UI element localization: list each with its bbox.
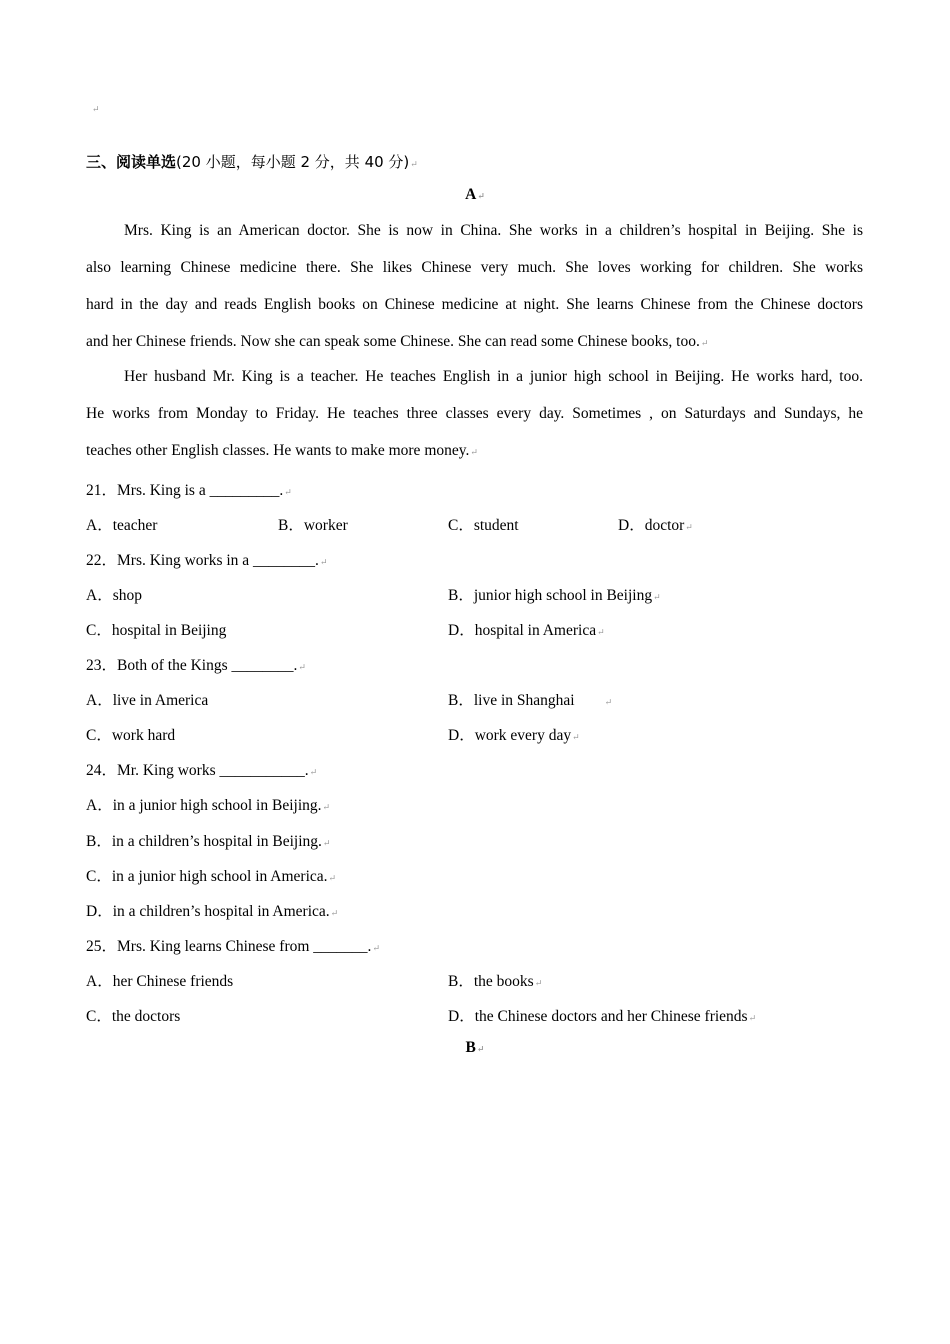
q24-option-b[interactable]: B．in a children’s hospital in Beijing.↵ — [86, 833, 331, 850]
paragraph-line: and her Chinese friends. Now she can speak some Chinese. She can read some Chinese books, too.↵ — [86, 333, 709, 350]
paragraph-line: Her husband Mr. King is a teacher. He teaches English in a junior high school in Beijing. He works hard, too. — [124, 368, 863, 385]
q23-option-c[interactable]: C．work hard — [86, 727, 176, 744]
q22-option-b[interactable]: B．junior high school in Beijing↵ — [448, 587, 661, 604]
q22-option-d[interactable]: D．hospital in America↵ — [448, 622, 605, 639]
q25-option-d[interactable]: D．the Chinese doctors and her Chinese friends↵ — [448, 1008, 757, 1025]
question-23: 23．Both of the Kings ________.↵ — [86, 657, 306, 674]
paragraph-mark: ↵ — [92, 104, 100, 114]
q25-option-c[interactable]: C．the doctors — [86, 1008, 181, 1025]
passage-a-paragraph-1 — [86, 212, 863, 360]
passage-a-label: A↵ — [465, 186, 485, 203]
paragraph-line: hard in the day and reads English books on Chinese medicine at night. She learns Chinese from the Chinese doctors — [86, 296, 863, 313]
q21-option-b[interactable]: B．worker — [278, 517, 348, 534]
question-22: 22．Mrs. King works in a ________.↵ — [86, 552, 328, 569]
passage-b-label: B↵ — [465, 1039, 485, 1056]
q23-option-d[interactable]: D．work every day↵ — [448, 727, 580, 744]
paragraph-line: Mrs. King is an American doctor. She is now in China. She works in a children’s hospital in Beijing. She is — [124, 222, 863, 239]
q23-option-b[interactable]: B．live in Shanghai ↵ — [448, 692, 613, 709]
question-21: 21．Mrs. King is a _________.↵ — [86, 482, 292, 499]
q25-option-b[interactable]: B．the books↵ — [448, 973, 543, 990]
passage-a-paragraph-2 — [86, 358, 863, 469]
question-25: 25．Mrs. King learns Chinese from _______.↵ — [86, 938, 380, 955]
q21-option-c[interactable]: C．student — [448, 517, 519, 534]
q24-option-a[interactable]: A．in a junior high school in Beijing.↵ — [86, 797, 331, 814]
q23-option-a[interactable]: A．live in America — [86, 692, 209, 709]
q24-option-d[interactable]: D．in a children’s hospital in America.↵ — [86, 903, 339, 920]
section-title-note: (20 小题，每小题 2 分，共 40 分) — [176, 153, 410, 171]
q21-option-a[interactable]: A．teacher — [86, 517, 158, 534]
paragraph-line: also learning Chinese medicine there. She likes Chinese very much. She loves working for children. She works — [86, 259, 863, 276]
section-title: 三、阅读单选 — [86, 153, 177, 171]
q22-option-a[interactable]: A．shop — [86, 587, 142, 604]
paragraph-line: teaches other English classes. He wants to make more money.↵ — [86, 442, 478, 459]
q24-option-c[interactable]: C．in a junior high school in America.↵ — [86, 868, 337, 885]
q21-option-d[interactable]: D．doctor↵ — [618, 517, 693, 534]
q22-option-c[interactable]: C．hospital in Beijing — [86, 622, 227, 639]
question-24: 24．Mr. King works ___________.↵ — [86, 762, 318, 779]
paragraph-line: He works from Monday to Friday. He teaches three classes every day. Sometimes , on Saturdays and Sundays, he — [86, 405, 863, 422]
q25-option-a[interactable]: A．her Chinese friends — [86, 973, 234, 990]
section-heading: 三、阅读单选(20 小题，每小题 2 分，共 40 分)↵ — [86, 153, 418, 171]
